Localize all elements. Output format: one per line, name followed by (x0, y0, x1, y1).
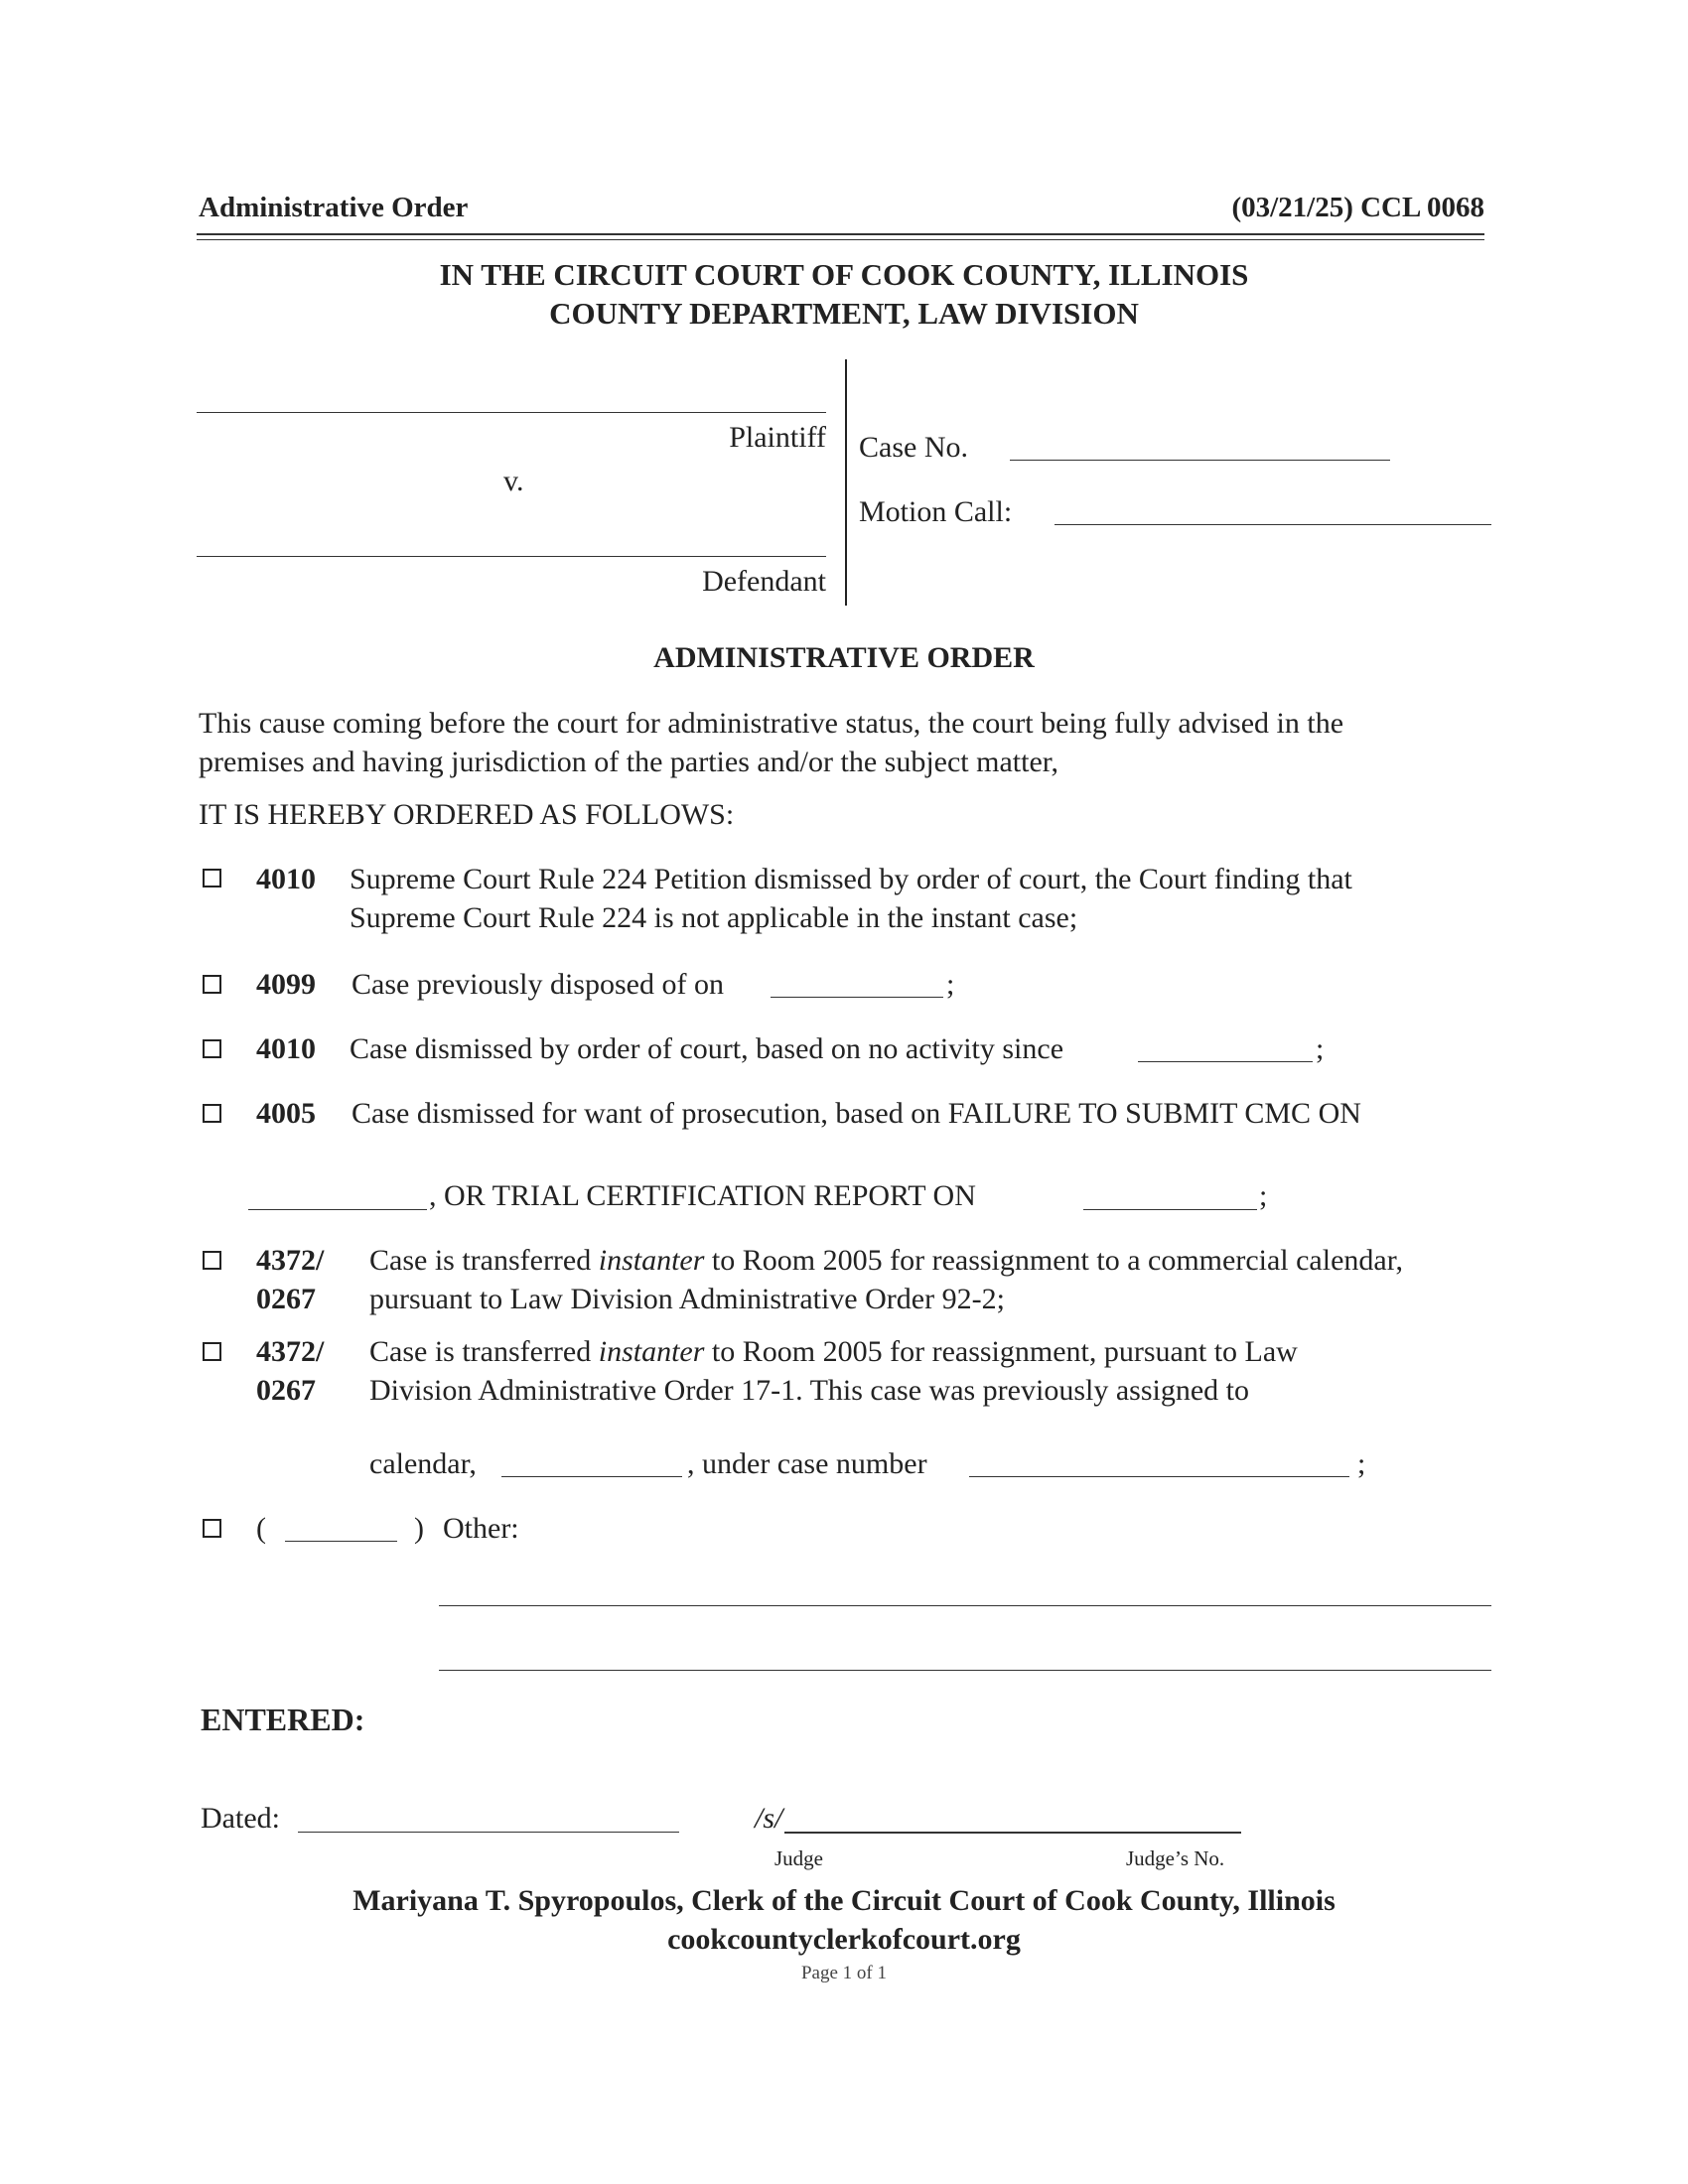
page-number: Page 1 of 1 (800, 1963, 887, 1983)
item-code: 4005 (256, 1097, 316, 1130)
calendar-field[interactable] (501, 1476, 682, 1477)
judge-label: Judge (774, 1846, 823, 1870)
caption-divider (845, 359, 847, 606)
versus-label: v. (503, 465, 524, 497)
checkbox-4005-want-of-prosecution[interactable] (203, 1104, 221, 1123)
item-text: Case dismissed for want of prosecution, based on FAILURE TO SUBMIT CMC ON (352, 1097, 1361, 1130)
defendant-label: Defendant (702, 565, 826, 598)
signature-prefix: /s/ (755, 1802, 783, 1835)
court-department: COUNTY DEPARTMENT, LAW DIVISION (549, 296, 1139, 331)
prior-case-number-field[interactable] (969, 1476, 1349, 1477)
form-number: (03/21/25) CCL 0068 (1231, 192, 1484, 223)
item-text (369, 1335, 1298, 1369)
item-text: Supreme Court Rule 224 Petition dismissed by order of court, the Court finding that (350, 863, 1352, 895)
checkbox-4099-disposed[interactable] (203, 975, 221, 994)
trial-cert-date-field[interactable] (1083, 1209, 1257, 1210)
item-text-post: to Room 2005 for reassignment to a commercial calendar, (704, 1244, 1404, 1277)
form-title: Administrative Order (199, 192, 469, 223)
plaintiff-line[interactable] (197, 412, 826, 413)
other-label: Other: (443, 1512, 519, 1545)
item-text: Division Administrative Order 17-1. This case was previously assigned to (369, 1374, 1249, 1407)
disposed-date-field[interactable] (771, 997, 943, 998)
dated-field[interactable] (298, 1832, 679, 1833)
item-text (369, 1244, 1403, 1278)
motion-call-field[interactable] (1055, 524, 1491, 525)
item-end: ; (946, 968, 955, 1001)
case-no-field[interactable] (1010, 460, 1390, 461)
case-number-label: , under case number (687, 1447, 927, 1480)
cmc-date-field[interactable] (248, 1209, 427, 1210)
item-code: 4372/ (256, 1244, 325, 1277)
intro-line-1: This cause coming before the court for administrative status, the court being fully advised in the (199, 707, 1344, 740)
paren-close: ) (414, 1512, 424, 1545)
item-text: Case dismissed by order of court, based on no activity since (350, 1032, 1064, 1065)
checkbox-4372-reassignment[interactable] (203, 1342, 221, 1361)
item-continuation: , OR TRIAL CERTIFICATION REPORT ON (429, 1179, 976, 1212)
court-name: IN THE CIRCUIT COURT OF COOK COUNTY, ILLINOIS (439, 257, 1249, 292)
item-text: Supreme Court Rule 224 is not applicable in the instant case; (350, 901, 1078, 934)
intro-line-2: premises and having jurisdiction of the parties and/or the subject matter, (199, 746, 1059, 778)
item-end: ; (1316, 1032, 1325, 1065)
item-text: pursuant to Law Division Administrative Order 92-2; (369, 1283, 1005, 1315)
header-rule-top (197, 233, 1484, 235)
other-text-line-2[interactable] (439, 1670, 1491, 1671)
judge-signature-field[interactable] (784, 1832, 1241, 1834)
item-code: 4372/ (256, 1335, 325, 1368)
checkbox-4010-no-activity[interactable] (203, 1039, 221, 1058)
item-text-pre: Case is transferred (369, 1244, 599, 1277)
defendant-line[interactable] (197, 556, 826, 557)
header-rule-bottom (197, 239, 1484, 240)
item-code: 4010 (256, 863, 316, 895)
no-activity-date-field[interactable] (1138, 1061, 1313, 1062)
judge-number-label: Judge’s No. (1126, 1846, 1225, 1870)
case-no-label: Case No. (859, 431, 968, 464)
order-title: ADMINISTRATIVE ORDER (653, 641, 1035, 674)
checkbox-4372-commercial-calendar[interactable] (203, 1251, 221, 1270)
item-end: ; (1357, 1447, 1366, 1480)
plaintiff-label: Plaintiff (729, 421, 826, 454)
checkbox-other[interactable] (203, 1519, 221, 1538)
checkbox-4010-rule-224[interactable] (203, 869, 221, 887)
ordered-heading: IT IS HEREBY ORDERED AS FOLLOWS: (199, 798, 735, 831)
clerk-name: Mariyana T. Spyropoulos, Clerk of the Circuit Court of Cook County, Illinois (352, 1884, 1336, 1917)
paren-open: ( (256, 1512, 266, 1545)
entered-heading: ENTERED: (201, 1702, 365, 1737)
item-text-pre: Case is transferred (369, 1335, 599, 1368)
clerk-website: cookcountyclerkofcourt.org (667, 1923, 1021, 1956)
motion-call-label: Motion Call: (859, 495, 1013, 528)
item-text-instanter: instanter (598, 1244, 705, 1277)
item-text-post: to Room 2005 for reassignment, pursuant to Law (704, 1335, 1298, 1368)
item-code: 0267 (256, 1283, 316, 1315)
other-text-line-1[interactable] (439, 1605, 1491, 1606)
item-code: 0267 (256, 1374, 316, 1407)
item-code: 4099 (256, 968, 316, 1001)
item-text-instanter: instanter (598, 1335, 705, 1368)
item-text: Case previously disposed of on (352, 968, 724, 1001)
dated-label: Dated: (201, 1802, 280, 1835)
other-code-field[interactable] (285, 1541, 397, 1542)
item-code: 4010 (256, 1032, 316, 1065)
calendar-label: calendar, (369, 1447, 477, 1480)
item-end: ; (1259, 1179, 1268, 1212)
